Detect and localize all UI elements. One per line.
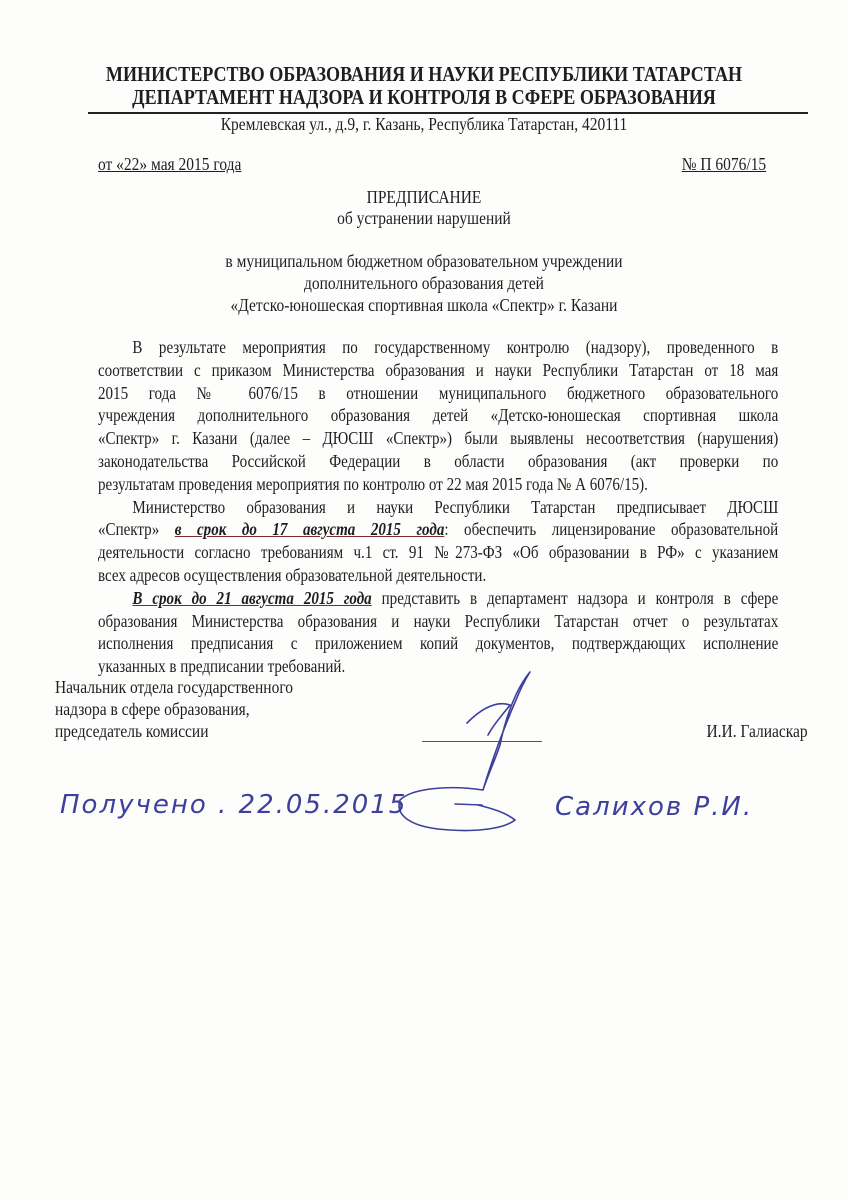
body-text-segment: законодательства Российской Федерации в области образования (акт проверки по [98,450,779,471]
body-text-segment: учреждения дополнительного образования детей «Детско-юношеская спортивная школа [98,405,779,426]
body-text-segment: деятельности согласно требованиям ч.1 ст. 91 №273-ФЗ «Об образовании в РФ» с указанием [98,542,779,563]
body-text-segment: «Спектр» г. Казани (далее – ДЮСШ «Спектр») были выявлены несоответствия (нарушения) [98,428,779,449]
signer-position: надзора в сфере образования, [55,699,250,719]
document-subtitle: об устранении нарушений [337,208,511,228]
organization-line: дополнительного образования детей [304,273,544,293]
ministry-name: МИНИСТЕРСТВО ОБРАЗОВАНИЯ И НАУКИ РЕСПУБЛИКИ ТАТАРСТАН [105,62,743,86]
organization-line: в муниципальном бюджетном образовательном учреждении [225,251,623,271]
body-text-segment: «Спектр» [98,519,175,540]
document-title: ПРЕДПИСАНИЕ [366,187,482,207]
signature-stroke [455,804,482,805]
body-text-segment: 2015 года № 6076/15 в отношении муниципального бюджетного образовательного [98,382,779,403]
signer-position: Начальник отдела государственного [55,677,294,697]
body-text-segment: соответствии с приказом Министерства образования и науки Республики Татарстан от 18 мая [98,359,779,380]
signer-name: И.И. Галиаскар [706,721,808,741]
organization-line: «Детско-юношеская спортивная школа «Спектр» г. Казани [230,295,618,315]
body-text-segment: результатам проведения мероприятия по контролю от 22 мая 2015 года № А 6076/15). [98,473,648,494]
document-date: от «22» мая 2015 года [98,154,242,174]
deadline-emphasis: В срок до 21 августа 2015 года [132,587,372,608]
body-text-segment: : обеспечить лицензирование образовательной [444,519,779,540]
body-text-segment: всех адресов осуществления образовательной деятельности. [98,564,487,585]
body-text-segment: указанных в предписании требований. [98,656,346,677]
body-text-segment: Министерство образования и науки Республики Татарстан предписывает ДЮСШ [132,496,779,517]
body-text-segment: образования Министерства образования и науки Республики Татарстан отчет о результатах [98,610,779,631]
body-text-segment: В результате мероприятия по государственному контролю (надзору), проведенного в [132,337,779,357]
department-name: ДЕПАРТАМЕНТ НАДЗОРА И КОНТРОЛЯ В СФЕРЕ ОБРАЗОВАНИЯ [132,85,716,109]
address: Кремлевская ул., д.9, г. Казань, Республика Татарстан, 420111 [220,114,628,134]
body-text-segment: исполнения предписания с приложением копий документов, подтверждающих исполнение [98,633,779,654]
signer-position: председатель комиссии [55,721,209,741]
document-number: № П 6076/15 [681,154,766,174]
handwritten-received-date: Получено . 22.05.2015 [60,790,408,820]
body-text-segment: представить в департамент надзора и контроля в сфере [371,587,779,608]
handwritten-recipient-name: Салихов Р.И. [555,792,754,822]
signature-stroke [399,788,515,831]
deadline-emphasis: в срок до 17 августа 2015 года [174,519,445,540]
